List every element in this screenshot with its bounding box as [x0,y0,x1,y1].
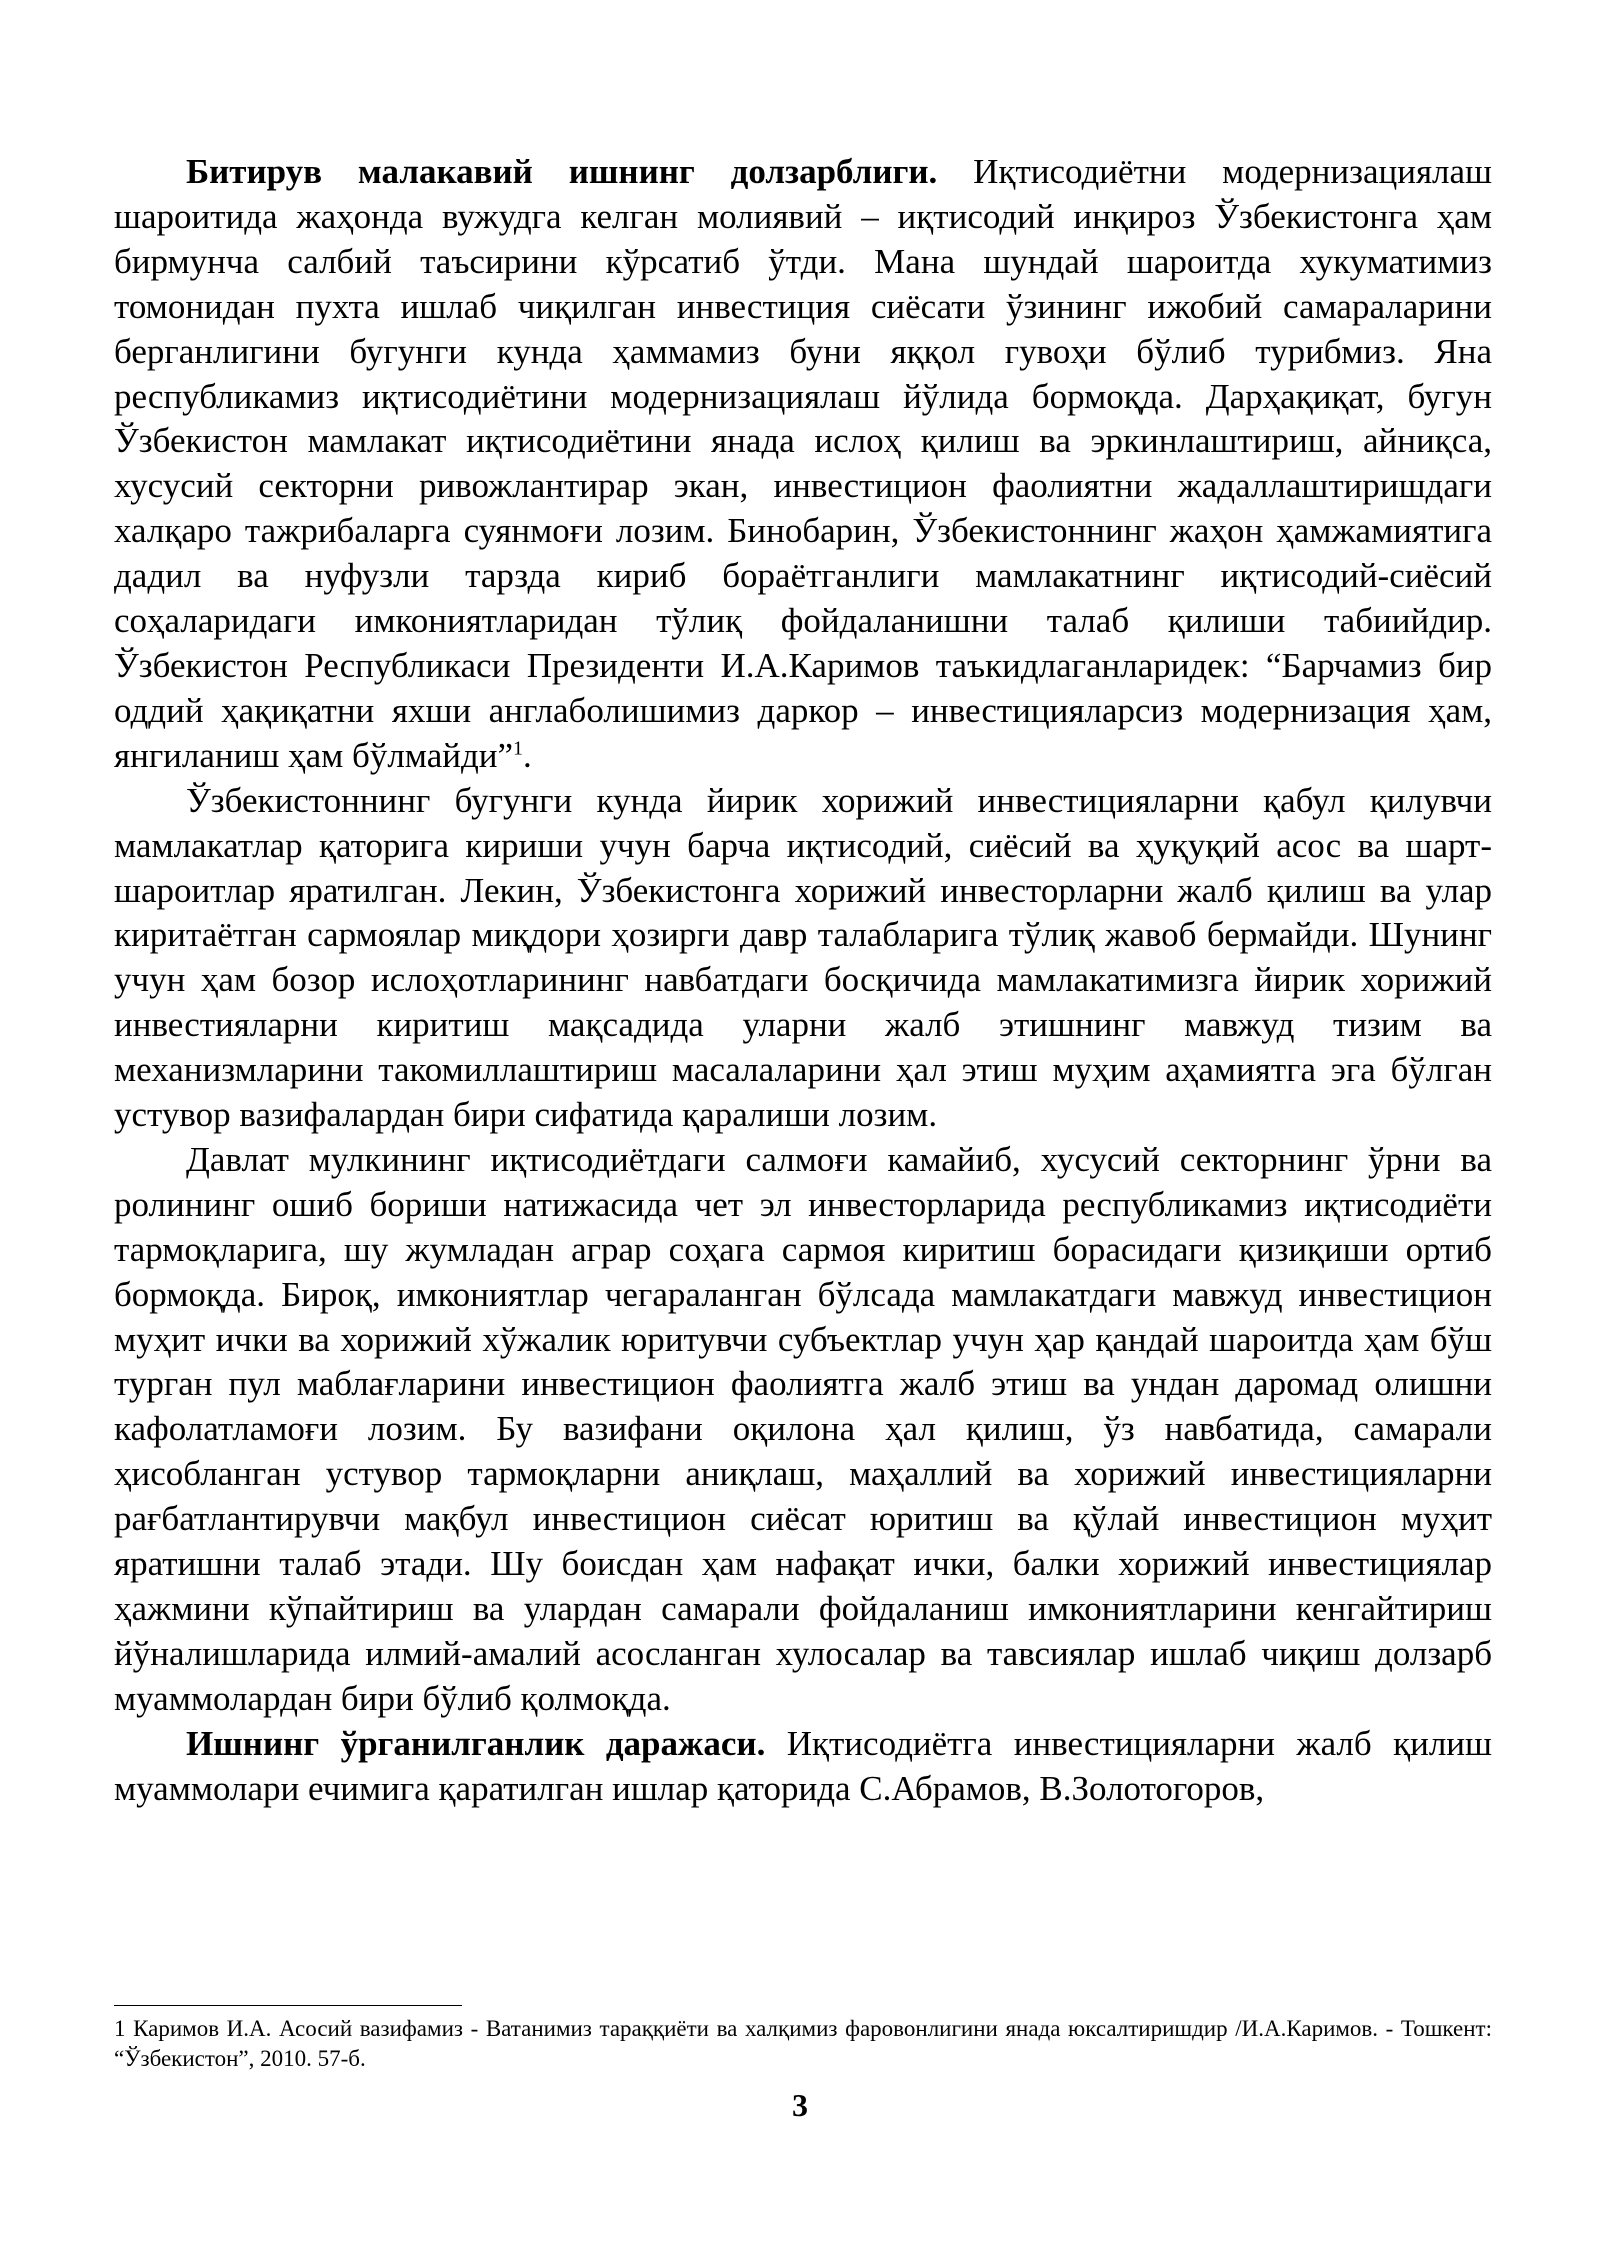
paragraph-relevance [114,150,1492,779]
page-body [114,150,1492,1812]
footnote-divider [114,2005,462,2006]
paragraph-investment-conditions [114,779,1492,1138]
paragraph-state-property [114,1138,1492,1722]
paragraph-tail: . [523,735,532,775]
page-number: 3 [792,2087,808,2123]
paragraph-text: Ўзбекистоннинг бугунги кунда йирик хорижий инвестицияларни қабул қилувчи мамлакатлар қаторига кириши учун барча иқтисодий, сиёсий ва ҳуқуқий асос ва шарт-шароитлар яратилган. Лекин, Ўзбекистонга хорижий инвесторларни жалб қилиш ва улар киритаётган сармоялар миқдори ҳозирги давр талабларига тўлиқ жавоб бермайди. Шунинг учун ҳам бозор ислоҳотларининг навбатдаги босқичида мамлакатимизга йирик хорижий инвестияларни киритиш мақсадида уларни жалб этишнинг мавжуд тизим ва механизмларини такомиллаштириш масалаларини ҳал этиш муҳим аҳамиятга эга бўлган устувор вазифалардан бири сифатида қаралиши лозим. [114,780,1492,1135]
paragraph-study-degree [114,1722,1492,1812]
paragraph-text: Иқтисодиётга инвестицияларни жалб қилиш муаммолари ечимига қаратилган ишлар қаторида С.Абрамов, В.Золотогоров, [114,1723,1492,1808]
paragraph-heading-study-degree: Ишнинг ўрганилганлик даражаси. [186,1723,766,1763]
footnote-reference[interactable]: 1 [513,737,524,760]
footnote: 1 Каримов И.А. Асосий вазифамиз - Ватанимиз тараққиёти ва халқимиз фаровонлигини янада юксалтиришдир /И.А.Каримов. - Тошкент: “Ўзбекистон”, 2010. 57-б. [114,2016,1492,2071]
paragraph-text: Давлат мулкининг иқтисодиётдаги салмоғи камайиб, хусусий секторнинг ўрни ва ролининг ошиб бориши натижасида чет эл инвесторларида республикамиз иқтисодиёти тармоқларига, шу жумладан аграр соҳага сармоя киритиш борасидаги қизиқиши ортиб бормоқда. Бироқ, имкониятлар чегараланган бўлсада мамлакатдаги мавжуд инвестицион муҳит ички ва хорижий хўжалик юритувчи субъектлар учун ҳар қандай шароитда ҳам бўш турган пул маблағларини инвестицион фаолиятга жалб этиш ва ундан даромад олишни кафолатламоғи лозим. Бу вазифани оқилона ҳал қилиш, ўз навбатида, самарали ҳисобланган устувор тармоқларни аниқлаш, маҳаллий ва хорижий инвестицияларни рағбатлантирувчи мақбул инвестицион сиёсат юритиш ва қўлай инвестицион муҳит яратишни талаб этади. Шу боисдан ҳам нафақат ички, балки хорижий инвестициялар ҳажмини кўпайтириш ва улардан самарали фойдаланиш имкониятларини кенгайтириш йўналишларида илмий-амалий асосланган хулосалар ва тавсиялар ишлаб чиқиш долзарб муаммолардан бири бўлиб қолмоқда. [114,1139,1492,1718]
paragraph-heading-relevance: Битирув малакавий ишнинг долзарблиги. [186,152,938,191]
paragraph-text: Иқтисодиётни модернизациялаш шароитида жаҳонда вужудга келган молиявий – иқтисодий инқироз Ўзбекистонга ҳам бирмунча салбий таъсирини кўрсатиб ўтди. Мана шундай шароитда хукуматимиз томонидан пухта ишлаб чиқилган инвестиция сиёсати ўзининг ижобий самараларини берганлигини бугунги кунда ҳаммамиз буни яққол гувоҳи бўлиб турибмиз. Яна республикамиз иқтисодиётини модернизациялаш йўлида бормоқда. Дарҳақиқат, бугун Ўзбекистон мамлакат иқтисодиётини янада ислоҳ қилиш ва эркинлаштириш, айниқса, хусусий секторни ривожлантирар экан, инвестицион фаолиятни жадаллаштиришдаги халқаро тажрибаларга суянмоғи лозим. Бинобарин, Ўзбекистоннинг жаҳон ҳамжамиятига дадил ва нуфузли тарзда кириб бораётганлиги мамлакатнинг иқтисодий-сиёсий соҳаларидаги имкониятларидан тўлиқ фойдаланишни талаб қилиши табиийдир. Ўзбекистон Республикаси Президенти И.А.Каримов таъкидлаганларидек: “Барчамиз бир оддий ҳақиқатни яхши англаболишимиз даркор – инвестицияларсиз модернизация ҳам, янгиланиш ҳам бўлмайди” [114,152,1492,775]
